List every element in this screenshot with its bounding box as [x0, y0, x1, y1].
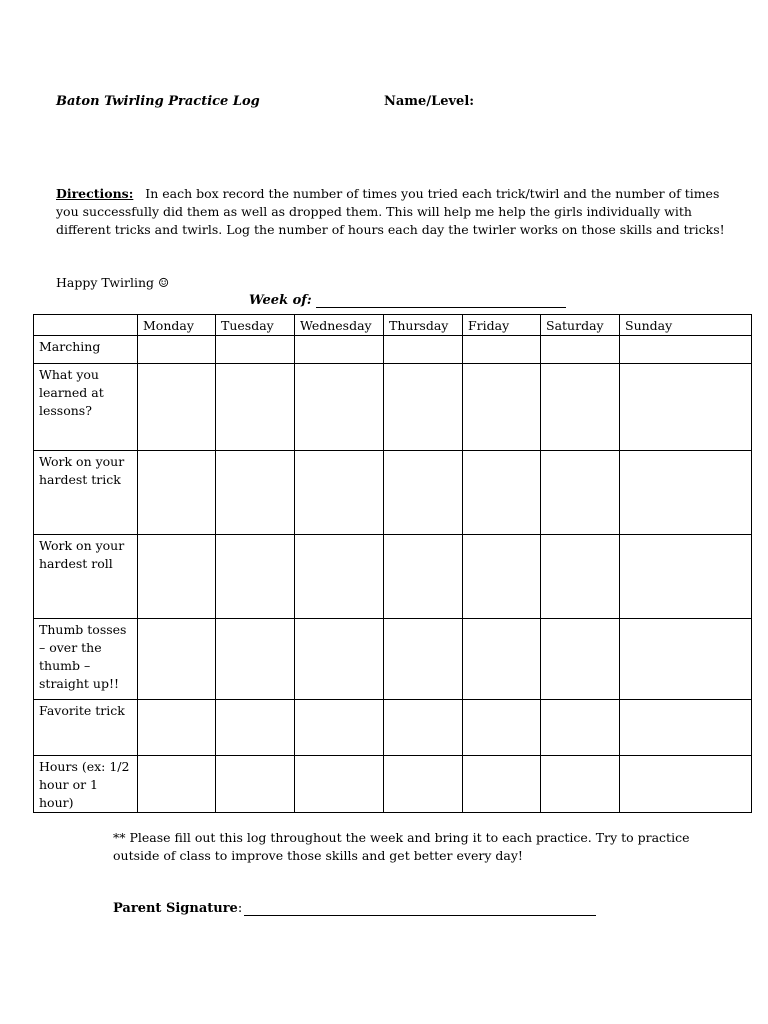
page-title: Baton Twirling Practice Log — [56, 94, 260, 109]
log-cell[interactable] — [620, 364, 752, 451]
log-cell[interactable] — [620, 451, 752, 535]
footer-note: ** Please fill out this log throughout the week and bring it to each practice. Try to practice outside of class to improve those skills and get better every day! — [113, 830, 690, 863]
log-cell[interactable] — [295, 619, 384, 700]
log-cell[interactable] — [138, 619, 216, 700]
log-cell[interactable] — [463, 451, 541, 535]
log-cell[interactable] — [463, 336, 541, 364]
row-label-hardest-roll: Work on your hardest roll — [34, 535, 138, 619]
log-cell[interactable] — [216, 619, 295, 700]
log-cell[interactable] — [216, 336, 295, 364]
table-row — [34, 535, 752, 619]
column-header-sunday: Sunday — [620, 315, 752, 336]
row-label-marching: Marching — [34, 336, 138, 364]
log-cell[interactable] — [620, 535, 752, 619]
log-cell[interactable] — [463, 756, 541, 813]
log-cell[interactable] — [295, 756, 384, 813]
log-cell[interactable] — [541, 336, 620, 364]
log-cell[interactable] — [541, 535, 620, 619]
log-cell[interactable] — [384, 700, 463, 756]
signature-blank-line[interactable] — [244, 901, 596, 916]
log-cell[interactable] — [463, 364, 541, 451]
row-label-lessons: What you learned at lessons? — [34, 364, 138, 451]
log-cell[interactable] — [620, 700, 752, 756]
log-cell[interactable] — [384, 619, 463, 700]
log-cell[interactable] — [463, 700, 541, 756]
log-cell[interactable] — [541, 619, 620, 700]
column-header-thursday: Thursday — [384, 315, 463, 336]
log-cell[interactable] — [138, 756, 216, 813]
table-row — [34, 364, 752, 451]
directions-label: Directions: — [56, 186, 134, 201]
log-cell[interactable] — [295, 535, 384, 619]
table-row — [34, 756, 752, 813]
name-level-label: Name/Level: — [384, 94, 475, 109]
log-cell[interactable] — [384, 756, 463, 813]
practice-log-table — [33, 314, 752, 813]
column-header-monday: Monday — [138, 315, 216, 336]
log-cell[interactable] — [295, 364, 384, 451]
log-cell[interactable] — [541, 700, 620, 756]
log-cell[interactable] — [138, 336, 216, 364]
table-header-row — [34, 315, 752, 336]
log-cell[interactable] — [620, 756, 752, 813]
directions-paragraph — [56, 185, 736, 239]
log-cell[interactable] — [463, 535, 541, 619]
log-cell[interactable] — [138, 535, 216, 619]
log-cell[interactable] — [216, 535, 295, 619]
log-cell[interactable] — [541, 756, 620, 813]
greeting-text: Happy Twirling ☺ — [56, 275, 170, 290]
week-of-blank-line[interactable] — [316, 293, 566, 308]
week-of-label: Week of: — [249, 293, 312, 308]
row-label-favorite-trick: Favorite trick — [34, 700, 138, 756]
log-cell[interactable] — [295, 451, 384, 535]
directions-text: In each box record the number of times you tried each trick/twirl and the number of times you successfully did them as well as dropped them. This will help me help the girls individually with different tricks and twirls. Log the number of hours each day the twirler works on those skills and tricks! — [56, 186, 725, 237]
log-cell[interactable] — [384, 451, 463, 535]
log-cell[interactable] — [216, 700, 295, 756]
table-row — [34, 619, 752, 700]
parent-signature-field — [113, 901, 596, 916]
column-header-tuesday: Tuesday — [216, 315, 295, 336]
parent-signature-label: Parent Signature — [113, 901, 238, 916]
column-header-friday: Friday — [463, 315, 541, 336]
log-cell[interactable] — [620, 336, 752, 364]
log-cell[interactable] — [216, 364, 295, 451]
log-cell[interactable] — [463, 619, 541, 700]
log-cell[interactable] — [384, 535, 463, 619]
log-cell[interactable] — [216, 451, 295, 535]
log-cell[interactable] — [216, 756, 295, 813]
row-label-hours: Hours (ex: 1/2 hour or 1 hour) — [34, 756, 138, 813]
log-cell[interactable] — [138, 700, 216, 756]
table-row — [34, 700, 752, 756]
column-header-wednesday: Wednesday — [295, 315, 384, 336]
signature-colon: : — [237, 901, 243, 916]
log-cell[interactable] — [138, 451, 216, 535]
table-row — [34, 451, 752, 535]
column-header-blank — [34, 315, 138, 336]
column-header-saturday: Saturday — [541, 315, 620, 336]
week-of-field — [249, 293, 566, 308]
table-row — [34, 336, 752, 364]
row-label-thumb-tosses: Thumb tosses – over the thumb – straight up!! — [34, 619, 138, 700]
log-cell[interactable] — [384, 336, 463, 364]
log-cell[interactable] — [541, 364, 620, 451]
log-cell[interactable] — [620, 619, 752, 700]
log-cell[interactable] — [295, 700, 384, 756]
row-label-hardest-trick: Work on your hardest trick — [34, 451, 138, 535]
log-cell[interactable] — [138, 364, 216, 451]
log-cell[interactable] — [384, 364, 463, 451]
log-cell[interactable] — [541, 451, 620, 535]
log-cell[interactable] — [295, 336, 384, 364]
